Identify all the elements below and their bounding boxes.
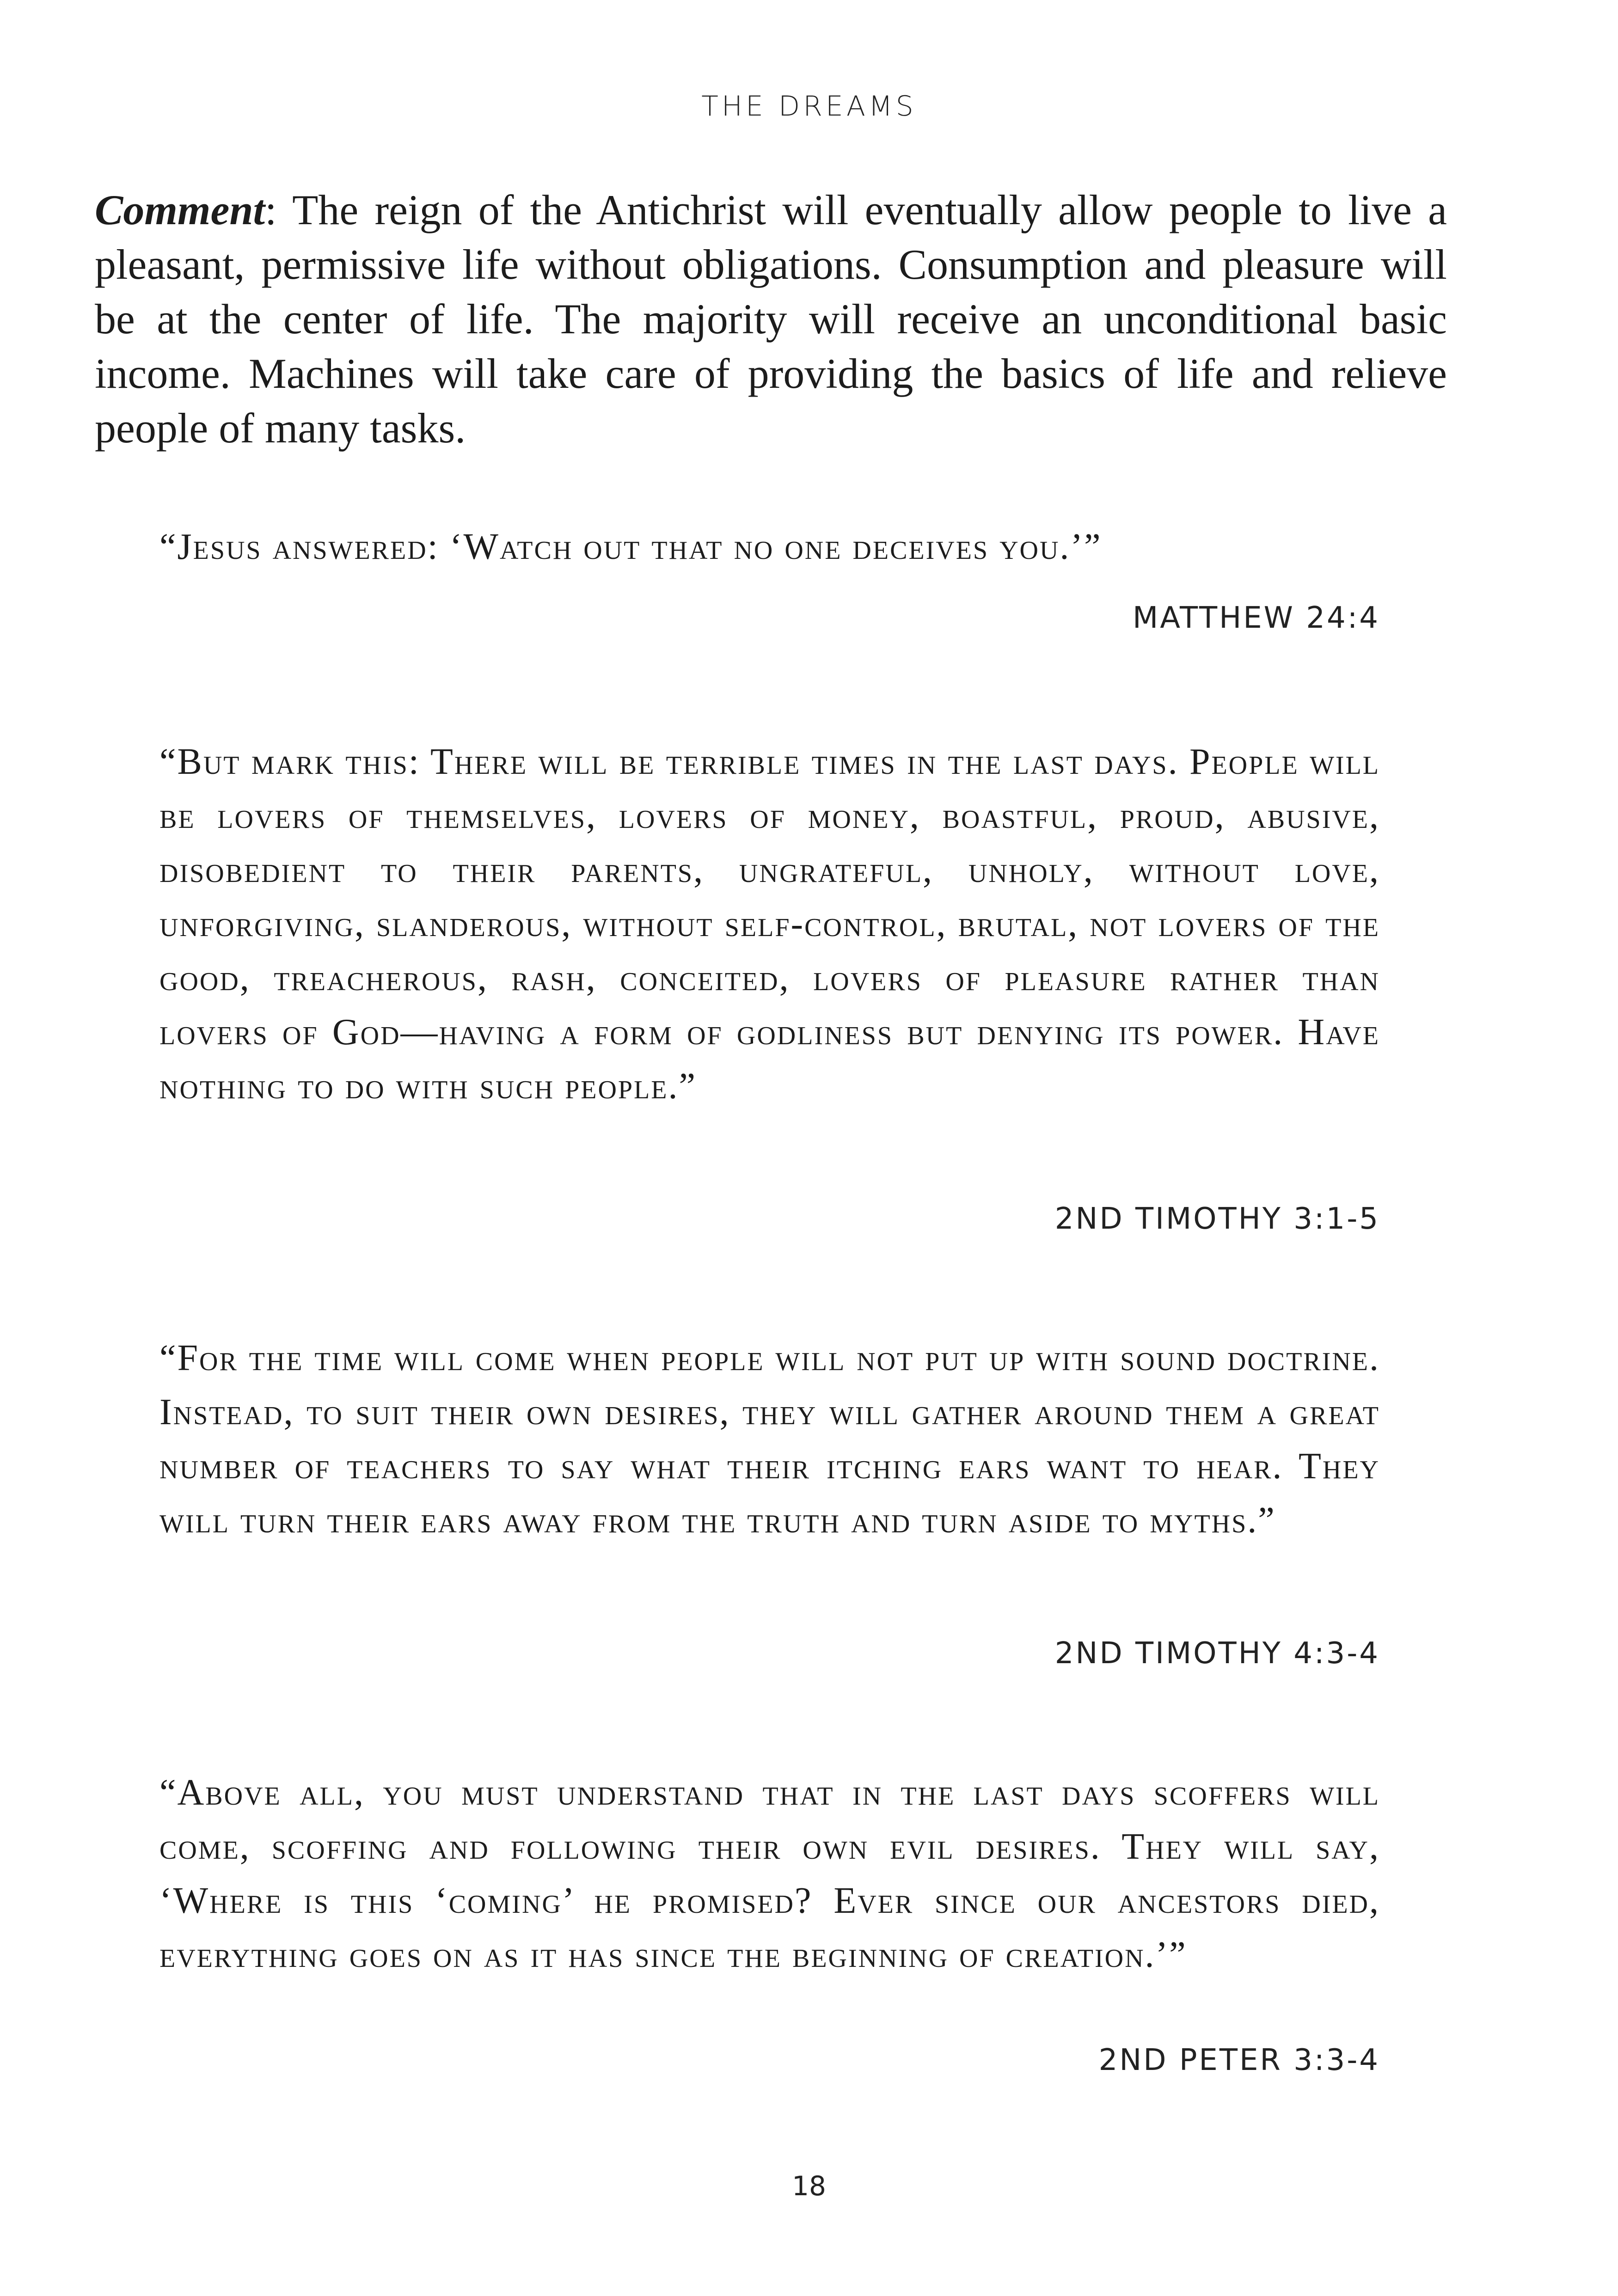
quote-reference: MATTHEW 24:4 xyxy=(1133,601,1380,635)
comment-label: Comment xyxy=(95,186,265,233)
quote-reference: 2ND TIMOTHY 4:3-4 xyxy=(1054,1636,1380,1671)
quote-2-peter-3-3-4: “Above all, you must understand that in the last days scoffers will come, scoffing and following their own evil desires. They will say, ‘Where is this ‘coming’ he promised? Ever since our ancestors died, everything goes on as it has since the beginning of creation.’” xyxy=(159,1772,1380,1975)
running-head: THE DREAMS xyxy=(701,90,917,122)
comment-separator: : xyxy=(265,186,277,233)
quote-2-timothy-3-1-5: “But mark this: There will be terrible times in the last days. People will be lovers of themselves, lovers of money, boastful, proud, abusive, disobedient to their parents, ungrateful, unholy, without love, unforgiving, slanderous, without self-control, brutal, not lovers of the good, treacherous, rash, conceited, lovers of pleasure rather than lovers of God—having a form of godliness but denying its power. Have nothing to do with such people.” xyxy=(159,741,1380,1107)
page-number: 18 xyxy=(792,2170,826,2202)
quote-2-timothy-4-3-4: “For the time will come when people will not put up with sound doctrine. Instead, to suit their own desires, they will gather around them a great number of teachers to say what their itching ears want to hear. They will turn their ears away from the truth and turn aside to myths.” xyxy=(159,1338,1380,1541)
quote-reference: 2ND TIMOTHY 3:1-5 xyxy=(1054,1202,1380,1236)
quote-matthew-24-4: “Jesus answered: ‘Watch out that no one deceives you.’” xyxy=(159,527,1102,567)
quote-reference: 2ND PETER 3:3-4 xyxy=(1098,2043,1380,2077)
comment-text: The reign of the Antichrist will eventually allow people to live a pleasant, permissive life without obligations. Consumption and pleasure will be at the center of life. The majority will receive an unconditional basic income. Machines will take care of providing the basics of life and relieve people of many tasks. xyxy=(95,186,1447,452)
comment-paragraph xyxy=(95,183,1447,455)
